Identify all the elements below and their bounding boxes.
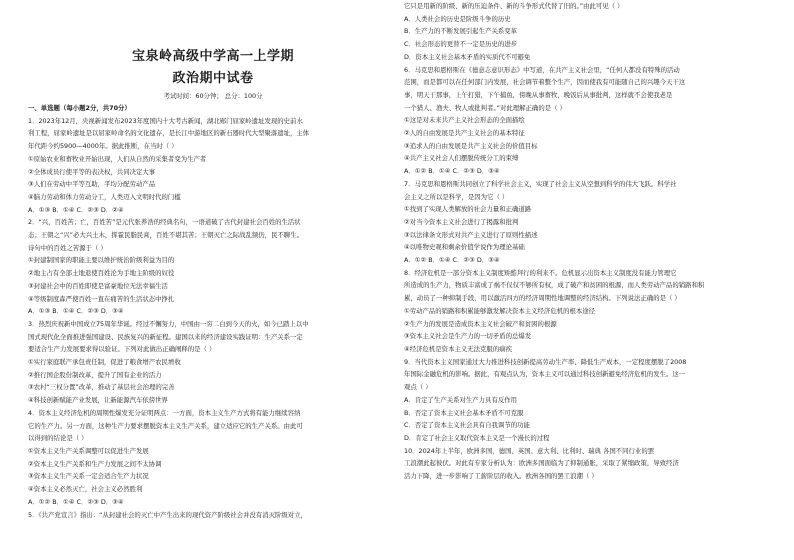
question-line: 9．当代资本主义国家通过大力推进科技创新提高劳动生产率、降低生产成本，一定程度摆脱了2008: [404, 357, 687, 366]
question-line: ②全体成员行使平等的表决权，共同决定大事: [28, 167, 156, 176]
question-line: A．①③ B．①④ C．②③ D．②④: [28, 205, 124, 214]
question-line: 诗句中的百姓之苦源于（ ）: [28, 243, 107, 252]
question-line: ④共产主义社会人们摆脱传统分工的束缚: [404, 154, 519, 163]
question-line: C．否定了资本主义社会具有自我调节的功能: [404, 421, 530, 430]
question-line: A．肯定了生产关系对生产力具有反作用: [404, 395, 518, 404]
question-line: ③资本主义生产关系一定会适合生产力状况: [28, 472, 149, 481]
question-line: ②资本主义生产关系和生产力发展之间不太协调: [28, 459, 162, 468]
question-line: ④以唯物史观和剩余价值学说作为理论基础: [404, 243, 525, 252]
left-column: [28, 0, 398, 521]
question-line: 3．热烈庆祝新中国成立75周年华诞。经过不懈努力，中国由一穷二白到今天的火，如今已踏上以中: [28, 319, 309, 328]
question-line: 累，动员了一种抑制手段，用以激活四方的经济周期性地调整的经济结构。下列说法正确的是（ ）: [404, 294, 681, 303]
right-column: [404, 0, 776, 483]
question-line: ①封建制国家的职能主要以维护统治阶级利益为目的: [28, 256, 175, 265]
question-line: C．社会形态的更替不一定是历史的进步: [404, 40, 518, 49]
question-line: 事，明天干那事，上午打猎，下午捕鱼，傍晚从事畜牧，晚饭后从事批判，这样就不会使我老是: [404, 90, 673, 99]
question-line: 范围，而是都可以在任何部门内发展，社会调节着整个生产，因而使我有可能随自己的兴趣今天干这: [404, 78, 686, 87]
question-line: 利工程，屈家岭遗址是以屈家岭命名的文化遗存，是长江中游地区的新石器时代大型聚落遗址，主体: [28, 129, 310, 138]
question-line: ③农村“三权分置”改革，推动了基层社会治理的完善: [28, 383, 175, 392]
question-line: ④科技创新赋能产业发展，让新能源汽车依傍世界: [28, 396, 168, 405]
right-question-lines: [404, 0, 776, 483]
question-line: 它的生产力。另一方面，这种生产力要求摆脱资本主义生产关系，建立适应它的生产关系。由此可: [28, 421, 303, 430]
question-line: 要适合生产力发展要求得以验证。下列对此做出正确阐释的是（ ）: [28, 345, 216, 354]
question-line: 1．2023年12月，央视新闻发布2023年度国内十大考古新闻，湖北郧门屈家岭遗址发现的史前水: [28, 116, 303, 125]
question-line: ①找到了实现人类解放的社会力量和正确道路: [404, 205, 532, 214]
question-line: D．肯定了社会主义取代资本主义是一个漫长的过程: [404, 433, 550, 442]
question-line: ③人们在劳动中平等互助，平均分配劳动产品: [28, 180, 156, 189]
question-line: 4．资本主义经济危机的周期性爆发充分证明两点：一方面，资本主义生产方式将有能力继续容纳: [28, 408, 301, 417]
question-line: B．生产力的不断发展引起生产关系变革: [404, 27, 518, 36]
question-line: 观点（ ）: [404, 383, 432, 392]
question-line: 10．2024年上半年，欧洲多国，德国、英国、意大利、比利时、瑞典 各国不同行业的罢: [404, 446, 655, 455]
question-line: A．人类社会的历史是阶级斗争的历史: [404, 14, 511, 23]
question-line: ②人的自由发展是共产主义社会的基本特征: [404, 129, 525, 138]
question-line: 6．马克思和恩格斯在《德意志意识形态》中写道，在共产主义社会里，“任何人都没有特殊的活动: [404, 65, 680, 74]
section-heading: 一、单选题（每小题2分，共70分）: [28, 104, 131, 112]
question-line: ④资本主义必然灭亡，社会主义必然胜利: [28, 485, 143, 494]
question-line: ②地主占有全部土地退使百姓沦为手地主阶级的奴役: [28, 269, 175, 278]
question-line: ①原始农业和畜牧业开始出现，人们从自然的采集者变为生产者: [28, 154, 207, 163]
question-line: 国式现代化全面推进强国建设、民族复兴的新征程。建国以来的经济建设实践证明：生产关系一定: [28, 332, 303, 341]
question-line: 所造成的生产力，物质丰富成了祸不仅仅不够所有权，成了破产和贫困的根源，而人类劳动产品的销路和积: [404, 281, 705, 290]
question-line: 8．经济危机是一部分资本主义制度矫酷拜行的利来不。危机显示出资本主义制度没有能力管理它: [404, 268, 677, 277]
question-line: ①劳动产品的销路和积累能够激发解决资本主义经济危机的根本途径: [404, 306, 596, 315]
question-line: ③封建社会中的百姓即使是富豪地位无法幸福生活: [28, 281, 168, 290]
question-line: A．①② B．①④ C．②③ D．③④: [28, 497, 124, 506]
question-line: 一个猎人、渔夫、牧人或批判者。”对此理解正确的是（ ）: [404, 103, 566, 112]
question-line: ③以法律条文形式对共产主义进行了原则性描述: [404, 230, 538, 239]
question-line: ④经济危机是资本主义无法克服的痼疾: [404, 344, 512, 353]
question-line: 它只是用新的阶级、新的压迫条件、新的斗争形式代替了旧的。”由此可见（ ）: [404, 2, 624, 10]
question-line: ②推行国企股份制改革，提升了国有企业的活力: [28, 370, 162, 379]
question-line: 以得到的结论是（ ）: [28, 434, 88, 443]
question-line: 会主义之所以是科学，是因为它（ ）: [404, 192, 509, 201]
question-line: ③资本主义社会是生产力的一切矛盾的总爆发: [404, 332, 532, 341]
question-line: A．①② B．①④ C．②③ D．③④: [404, 167, 500, 176]
exam-meta: 考试时间：60分钟； 总分：100分: [163, 92, 263, 100]
question-line: ①这是对未来共产主义社会形态的全面描绘: [404, 116, 525, 125]
question-line: 态；王朝之“兴”必大兴土木，挥霍民脂民膏，百姓不堪其苦；王朝灭亡之际战乱频仍，民不聊生。: [28, 231, 304, 240]
question-line: 年代距今约5900—4000年。据此推断，在当时（ ）: [28, 142, 178, 151]
question-line: 年国际金融危机的影响。据此，有观点认为，资本主义可以通过科技创新避免经济危机的发生。这一: [404, 370, 686, 379]
left-question-lines: [28, 115, 398, 522]
question-line: 5．《共产党宣言》指出：“从封建社会的灭亡中产生出来的现代资产阶级社会并没有消灭阶级对立，: [28, 510, 307, 519]
exam-subtitle: 政治期中试卷: [172, 71, 254, 86]
exam-title: 宝泉岭高级中学高一上学期: [131, 49, 294, 64]
question-line: B．否定了资本主义社会基本矛盾不可克服: [404, 408, 524, 417]
question-line: ③追求人的自由发展是共产主义社会的价值目标: [404, 141, 538, 150]
question-line: ②对当今资本主义社会进行了揭露和批判: [404, 217, 519, 226]
question-line: D．资本主义社会基本矛盾的实质代不可避免: [404, 52, 531, 61]
question-line: 工浪潮此起彼伏。对此有专家分析认为：欧洲多国面临为了抑制通胀，采取了紧缩政策，导致经济: [404, 459, 679, 468]
question-line: ①实行家庭联产承包责任制，促进了粮食增产农民增收: [28, 358, 181, 367]
question-line: A．①③ B．①④ C．②③ D．③④: [28, 307, 124, 316]
question-line: ④等级制度森严使百姓一直在痛苦的生活状态中挣扎: [28, 294, 175, 303]
question-line: 活力下降，进一步影响了工薪阶层的收入。欧洲各国的罢工浪潮（ ）: [404, 472, 598, 481]
question-line: 2．“兴，百姓苦；亡，百姓苦”是元代张养浩的经典名句，一语道破了古代封建社会百姓的生活状: [28, 218, 301, 227]
question-line: 7．马克思和恩格斯共同创立了科学社会主义，实现了社会主义从空想到科学的伟大飞跃。科学社: [404, 179, 677, 188]
question-line: ①资本主义生产关系调整可以促进生产发展: [28, 446, 149, 455]
question-line: ②生产力的发展是造成资本主义社会破产和贫困的根源: [404, 319, 557, 328]
question-line: A．①② B．①④ C．②③ D．③④: [404, 256, 500, 265]
question-line: ④脑力劳动和体力劳动分工，人类迈入文明时代的门槛: [28, 192, 181, 201]
